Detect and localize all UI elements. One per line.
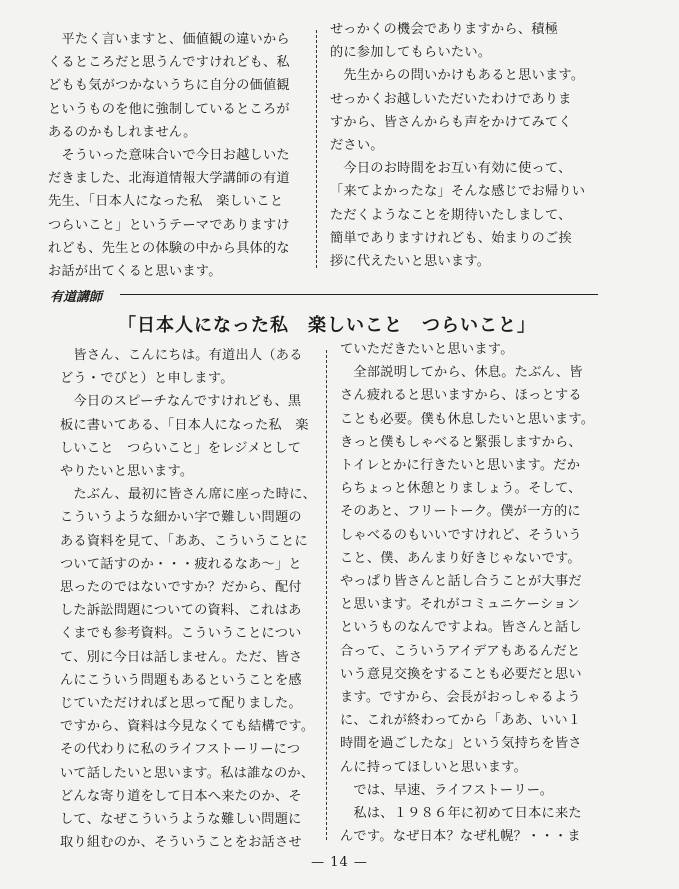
text-line: さん疲れると思いますから、ほっとする (340, 388, 582, 404)
text-line: て、別に今日は話しません。ただ、皆さ (60, 649, 303, 665)
text-line: 時間を過ごしたな」という気持ちを皆さ (340, 736, 582, 752)
text-line: 合って、こういうアイデアもあるんだと (340, 643, 581, 659)
text-line: やっぱり皆さんと話し合うことが大事だ (340, 574, 582, 590)
text-line: やりたいと思います。 (60, 464, 194, 480)
text-line: ださい。 (330, 138, 384, 154)
text-line: どもも気がつかないうちに自分の価値観 (48, 78, 290, 94)
text-line: いう意見交換をすることも必要だと思い (340, 666, 582, 682)
text-line: 的に参加してもらいたい。 (330, 45, 492, 61)
text-line: しゃべるのもいいですけれど、そういう (340, 527, 582, 543)
text-line: らちょっと休憩とりましょう。そして、 (340, 481, 582, 497)
text-line: 皆さん、こんにちは。有道出人（ある (60, 348, 303, 363)
text-line: だきました、北海道情報大学講師の有道 (48, 171, 290, 187)
text-line: きっと僕もしゃべると緊張しますから、 (340, 434, 582, 450)
text-line: というものを他に強制しているところが (48, 101, 290, 117)
text-line: した訴訟問題についての資料、これはあ (60, 603, 302, 619)
lecture-title: 「日本人になった私 楽しいこと つらいこと」 (118, 315, 536, 336)
text-line: あるのかもしれません。 (48, 124, 197, 140)
text-line: くるところだと思うんですけれども、私 (48, 55, 290, 71)
text-line: じていただければと思って配りました。 (60, 696, 302, 712)
section-rule (120, 294, 598, 295)
text-line: 今日のお時間をお互い有効に使って、 (330, 161, 572, 177)
text-line: ですから、資料は今見なくても結構です。 (60, 719, 315, 735)
text-line: つらいこと」というテーマでありますけ (48, 217, 290, 233)
text-line: ます。ですから、会長がおっしゃるよう (340, 690, 581, 706)
text-line: 平たく言いますと、価値観の違いから (48, 32, 290, 47)
text-line: ていただきたいと思います。 (340, 342, 514, 357)
text-line: せっかくお越しいただいたわけでありま (330, 91, 572, 107)
text-line: 拶に代えたいと思います。 (330, 254, 491, 270)
bottom-right-column (340, 338, 594, 848)
text-line: こと、僕、あんまり好きじゃないです。 (340, 550, 581, 566)
text-line: して、なぜこういうような難しい問題に (60, 812, 302, 828)
text-line: お話が出てくると思います。 (48, 264, 222, 280)
text-line: 全部説明してから、休息。たぶん、皆 (340, 365, 583, 381)
text-line: そのあと、フリートーク。僕が一方的に (340, 504, 581, 520)
text-line: いて話したいと思います。私は誰なのか、 (60, 765, 315, 781)
text-line: トイレとかに行きたいと思います。だか (340, 458, 581, 474)
top-left-column (48, 28, 290, 283)
text-line: こういうような細かい字で難しい問題の (60, 510, 302, 526)
text-line: ついて話すのか・・・疲れるなあ～」と (60, 556, 302, 572)
text-line: たぶん、最初に皆さん席に座った時に、 (60, 487, 317, 503)
text-line: せっかくの機会でありますから、積極 (330, 22, 559, 37)
column-divider-top (316, 30, 317, 268)
text-line: その代わりに私のライフストーリーにつ (60, 742, 301, 758)
text-line: んにこういう問題もあるということを感 (60, 672, 302, 688)
bottom-left-column (60, 344, 316, 854)
text-line: 思ったのではないですか？だから、配付 (60, 580, 302, 596)
text-line: と思います。それがコミュニケーション (340, 597, 581, 613)
text-line: 「来てよかったな」そんな感じでお帰りい (330, 184, 586, 200)
text-line: に、これが終わってから「ああ、いい１ (340, 713, 582, 729)
text-line: 先生からの問いかけもあると思います。 (330, 68, 585, 84)
text-line: どう・でびと）と申します。 (60, 371, 234, 387)
page-number: — 14 — (311, 855, 368, 870)
text-line: すから、皆さんからも声をかけてみてく (330, 114, 572, 130)
text-line: そういった意味合いで今日お越しいた (48, 148, 290, 164)
speaker-label: 有道講師 (50, 290, 103, 305)
text-line: 取り組むのか、そういうことをお話させ (60, 835, 302, 851)
text-line: ある資料を見て、「ああ、こういうことに (60, 533, 308, 549)
text-line: れども、先生との体験の中から具体的な (48, 240, 290, 256)
text-line: しいこと つらいこと」をレジメとして (60, 440, 302, 456)
text-line: ことも必要。僕も休息したいと思います。 (340, 411, 595, 427)
text-line: 板に書いてある、「日本人になった私 楽 (60, 417, 309, 433)
column-divider-bottom (326, 350, 327, 840)
top-right-column (330, 18, 585, 273)
text-line: 今日のスピーチなんですけれども、黒 (60, 394, 302, 410)
text-line: というものなんですよね。皆さんと話し (340, 620, 582, 636)
text-line: んです。なぜ日本？なぜ札幌？・・・ま (340, 829, 581, 845)
text-line: んに持ってほしいと思います。 (340, 759, 528, 775)
text-line: 私は、１９８６年に初めて日本に来た (340, 806, 582, 822)
text-line: 簡単でありますけれども、始まりのご挨 (330, 230, 572, 246)
text-line: では、早速、ライフストーリー。 (340, 782, 554, 798)
text-line: 先生、「日本人になった私 楽しいこと (48, 194, 284, 210)
text-line: どんな寄り道をして日本へ来たのか、そ (60, 788, 302, 804)
text-line: ただくようなことを期待いたしまして、 (330, 207, 572, 223)
text-line: くまでも参考資料。こういうことについ (60, 626, 302, 642)
